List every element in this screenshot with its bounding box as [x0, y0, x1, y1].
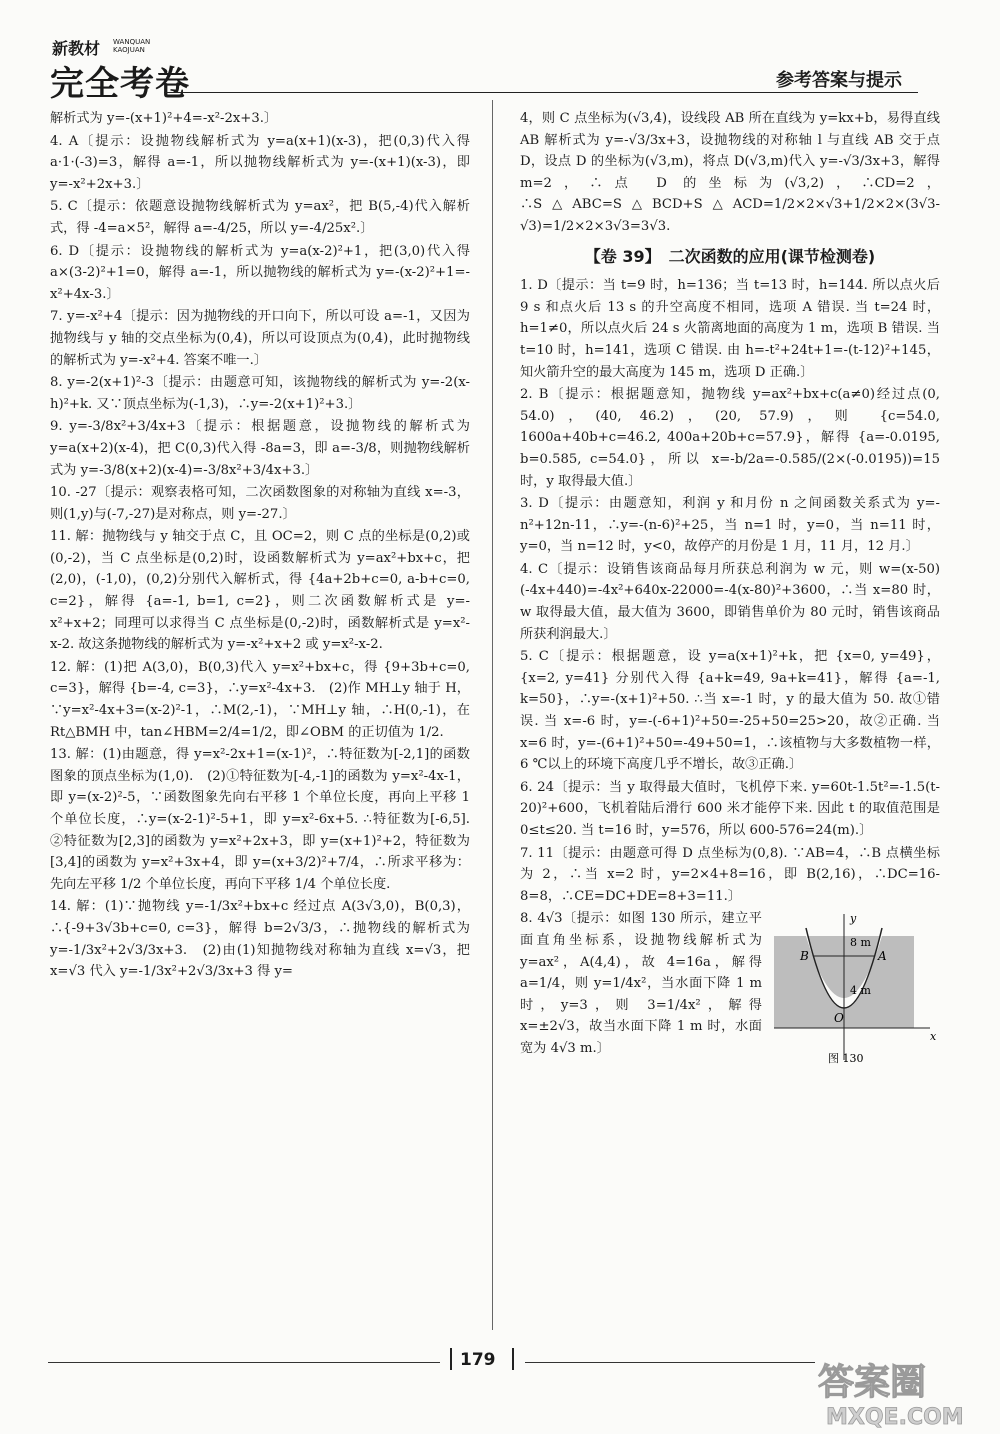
figure-label-y: y	[850, 912, 857, 926]
brand-pinyin-1: WANQUAN	[113, 38, 151, 46]
brand-pinyin	[113, 38, 150, 54]
answer-item: 13. 解：(1)由题意，得 y=x²-2x+1=(x-1)²，∴特征数为[-2,1]的函数图象的顶点坐标为(1,0). (2)①特征数为[-4,-1]的函数为 y=x²-4x-1，即 y=(x-2)²-5，∵函数图象先向右平移 1 个单位长度，再向上平移 1 个单位长度，∴y=(x-2-1)²-5+1，即 y=x²-6x+5. ∴特征数为[-6,5]. ②特征数为[2,3]的函数为 y=x²+2x+3，即 y=(x+1)²+2，特征数为[3,4]的函数为 y=x²+3x+4，即 y=(x+3/2)²+7/4，∴所求平移为：先向左平移 1/2 个单位长度，再向下平移 1/4 个单位长度.	[50, 747, 484, 892]
brand-small: 新教材	[52, 39, 101, 58]
answer-item: 3. D〔提示：由题意知，利润 y 和月份 n 之间函数关系式为 y=-n²+12n-11，∴y=-(n-6)²+25，当 n=1 时，y=0，当 n=11 时，y=0，当 n=12 时，y<0，故停产的月份是 1 月，11 月，12 月.〕	[520, 496, 940, 555]
column-divider	[492, 100, 493, 1330]
figure-label-4m: 4 m	[850, 984, 871, 998]
answer-item: 4，则 C 点坐标为(√3,4)，设线段 AB 所在直线为 y=kx+b，易得直线 AB 解析式为 y=-√3/3x+3，设抛物线的对称轴 l 与直线 AB 交于点 D，设点 D 的坐标为(√3,m)，将点 D(√3,m)代入 y=-√3/3x+3，解得 m=2，∴点 D 的坐标为(√3,2)，∴CD=2，∴S△ABC=S△BCD+S△ACD=1/2×2×√3+1/2×2×(3√3-√3)=1/2×2×3√3=3√3.	[520, 111, 945, 234]
answer-item: 7. 11〔提示：由题意可得 D 点坐标为(0,8). ∵AB=4，∴B 点横坐标为 2，∴当 x=2 时，y=2×4+8=16，即 B(2,16)，∴DC=16-8=8，∴CE=DC+DE=8+3=11.〕	[520, 845, 940, 904]
watermark-url-text: MXQE.COM	[826, 1405, 964, 1430]
answer-item: 11. 解：抛物线与 y 轴交于点 C，且 OC=2，则 C 点的坐标是(0,2)或(0,-2)，当 C 点坐标是(0,2)时，设函数解析式为 y=ax²+bx+c，把(2,0)，(-1,0)，(0,2)分别代入解析式，得 {4a+2b+c=0, a-b+c=0, c=2}，解得 {a=-1, b=1, c=2}，则二次函数解析式是 y=-x²+x+2；同理可以求得当 C 点坐标是(0,-2)时，函数解析式是 y=x²-x-2. 故这条抛物线的解析式为 y=-x²+x+2 或 y=x²-x-2.	[50, 529, 475, 653]
figure-130	[770, 910, 940, 1070]
answer-item: 5. C〔提示：根据题意，设 y=a(x+1)²+k，把 {x=0, y=49}，{x=2, y=41} 分别代入得 {a+k=49, 9a+k=41}，解得 {a=-1, k=50}，∴y=-(x+1)²+50. ∴当 x=-1 时，y 的最大值为 50. 故①错误. 当 x=-6 时，y=-(-6+1)²+50=-25+50=25>20，故②正确. 当 x=6 时，y=-(6+1)²+50=-49+50=1，∴该植物与大多数植物一样，6 ℃以上的环境下高度几乎不增长，故③正确.〕	[520, 649, 945, 773]
page-number-bar-left	[450, 1348, 452, 1370]
answer-item: 6. D〔提示：设抛物线的解析式为 y=a(x-2)²+1，把(3,0)代入得 a×(3-2)²+1=0，解得 a=-1，所以抛物线的解析式为 y=-(x-2)²+1=-x²+4x-3.〕	[50, 243, 475, 302]
header-rule	[164, 92, 918, 93]
answer-item: 5. C〔提示：依题意设抛物线解析式为 y=ax²，把 B(5,-4)代入解析式，得 -4=a×5²，解得 a=-4/25，所以 y=-4/25x².〕	[50, 199, 470, 236]
answer-item: 12. 解：(1)把 A(3,0)，B(0,3)代入 y=x²+bx+c，得 {9+3b+c=0, c=3}，解得 {b=-4, c=3}，∴y=x²-4x+3. (2)作 MH⊥y 轴于 H，∵y=x²-4x+3=(x-2)²-1，∴M(2,-1)，∵MH⊥y 轴，∴H(0,-1)，在 Rt△BMH 中，tan∠HBM=2/4=1/2，即∠OBM 的正切值为 1/2.	[50, 659, 475, 740]
answer-item: 解析式为 y=-(x+1)²+4=-x²-2x+3.〕	[50, 111, 278, 126]
answer-item: 9. y=-3/8x²+3/4x+3〔提示：根据题意，设抛物线的解析式为 y=a(x+2)(x-4)，把 C(0,3)代入得 -8a=3，即 a=-3/8，则抛物线解析式为 y=-3/8(x+2)(x-4)=-3/8x²+3/4x+3.〕	[50, 419, 475, 478]
right-column	[520, 108, 945, 1074]
watermark-main-text: 答案圈	[818, 1362, 927, 1403]
answer-item: 6. 24〔提示：当 y 取得最大值时，飞机停下来. y=60t-1.5t²=-1.5(t-20)²+600，飞机着陆后滑行 600 米才能停下来. 因此 t 的取值范围是 0≤t≤20. 当 t=16 时，y=576，所以 600-576=24(m).〕	[520, 779, 945, 838]
figure-label-o: O	[834, 1011, 844, 1026]
answer-item: 14. 解：(1)∵抛物线 y=-1/3x²+bx+c 经过点 A(3√3,0)，B(0,3)，∴{-9+3√3b+c=0, c=3}，解得 b=2√3/3，∴抛物线的解析式为 y=-1/3x²+2√3/3x+3. (2)由(1)知抛物线对称轴为直线 x=√3，把 x=√3 代入 y=-1/3x²+2√3/3x+3 得 y=	[50, 899, 475, 980]
answer-item: 10. -27〔提示：观察表格可知，二次函数图象的对称轴为直线 x=-3，则(1,y)与(-7,-27)是对称点，则 y=-27.〕	[50, 485, 470, 522]
answer-item: 2. B〔提示：根据题意知，抛物线 y=ax²+bx+c(a≠0)经过点(0, 54.0)，(40, 46.2)，(20, 57.9)，则 {c=54.0, 1600a+40b+c=46.2, 400a+20b+c=57.9}，解得 {a=-0.0195, b=0.585, c=54.0}，所以 x=-b/2a=-0.585/(2×(-0.0195))=15 时，y 取得最大值.〕	[520, 387, 945, 489]
header-title: 参考答案与提示	[776, 70, 902, 91]
figure-label-a: A	[878, 949, 887, 964]
footer-rule-left	[48, 1362, 440, 1363]
footer-rule-right	[525, 1362, 815, 1363]
page-number-bar-right	[512, 1348, 514, 1370]
left-column	[50, 108, 484, 984]
answer-item: 4. C〔提示：设销售该商品每月所获总利润为 w 元，则 w=(x-50)(-4x+440)=-4x²+640x-22000=-4(x-80)²+3600，∴当 x=80 时，w 取得最大值，最大值为 3600，即销售单价为 80 元时，销售该商品所获利润最大.〕	[520, 561, 940, 642]
answer-item: 4. A〔提示：设抛物线解析式为 y=a(x+1)(x-3)，把(0,3)代入得 a·1·(-3)=3，解得 a=-1，所以抛物线解析式为 y=-(x+1)(x-3)，即 y=-x²+2x+3.〕	[50, 133, 475, 192]
page-header	[0, 0, 1000, 104]
site-watermark-logo	[812, 1352, 992, 1430]
answer-item: 8. y=-2(x+1)²-3〔提示：由题意可知，该抛物线的解析式为 y=-2(x-h)²+k. 又∵顶点坐标为(-1,3)，∴y=-2(x+1)²+3.〕	[50, 375, 470, 412]
figure-label-b: B	[800, 949, 809, 964]
answer-item: 8. 4√3〔提示：如图 130 所示，建立平面直角坐标系，设抛物线解析式为 y=ax²，A(4,4)，故 4=16a，解得 a=1/4，则 y=1/4x²，当水面下降 1 m 时，y=3，则 3=1/4x²，解得 x=±2√3，故当水面下降 1 m 时，水面宽为 4√3 m.〕	[520, 911, 767, 1056]
brand-logo: 完全考卷	[50, 64, 190, 104]
brand-pinyin-2: KAOJUAN	[113, 46, 145, 54]
figure-label-8m: 8 m	[850, 936, 871, 950]
answer-item: 7. y=-x²+4〔提示：因为抛物线的开口向下，所以可设 a=-1，又因为抛物线与 y 轴的交点坐标为(0,4)，所以可设顶点为(0,4)，此时抛物线的解析式为 y=-x²+4. 答案不唯一.〕	[50, 309, 470, 368]
section-title: 【卷 39】 二次函数的应用(课节检测卷)	[584, 246, 876, 266]
answer-item: 1. D〔提示：当 t=9 时，h=136；当 t=13 时，h=144. 所以点火后 9 s 和点火后 13 s 的升空高度不相同，选项 A 错误. 当 t=24 时，h=1≠0，所以点火后 24 s 火箭离地面的高度为 1 m，选项 B 错误. 当 t=10 时，h=141，选项 C 错误. 由 h=-t²+24t+1=-(t-12)²+145，知火箭升空的最大高度为 145 m，选项 D 正确.〕	[520, 278, 945, 380]
page-number: 179	[460, 1350, 496, 1370]
figure-label-x: x	[930, 1030, 937, 1044]
figure-caption: 图 130	[828, 1052, 864, 1066]
